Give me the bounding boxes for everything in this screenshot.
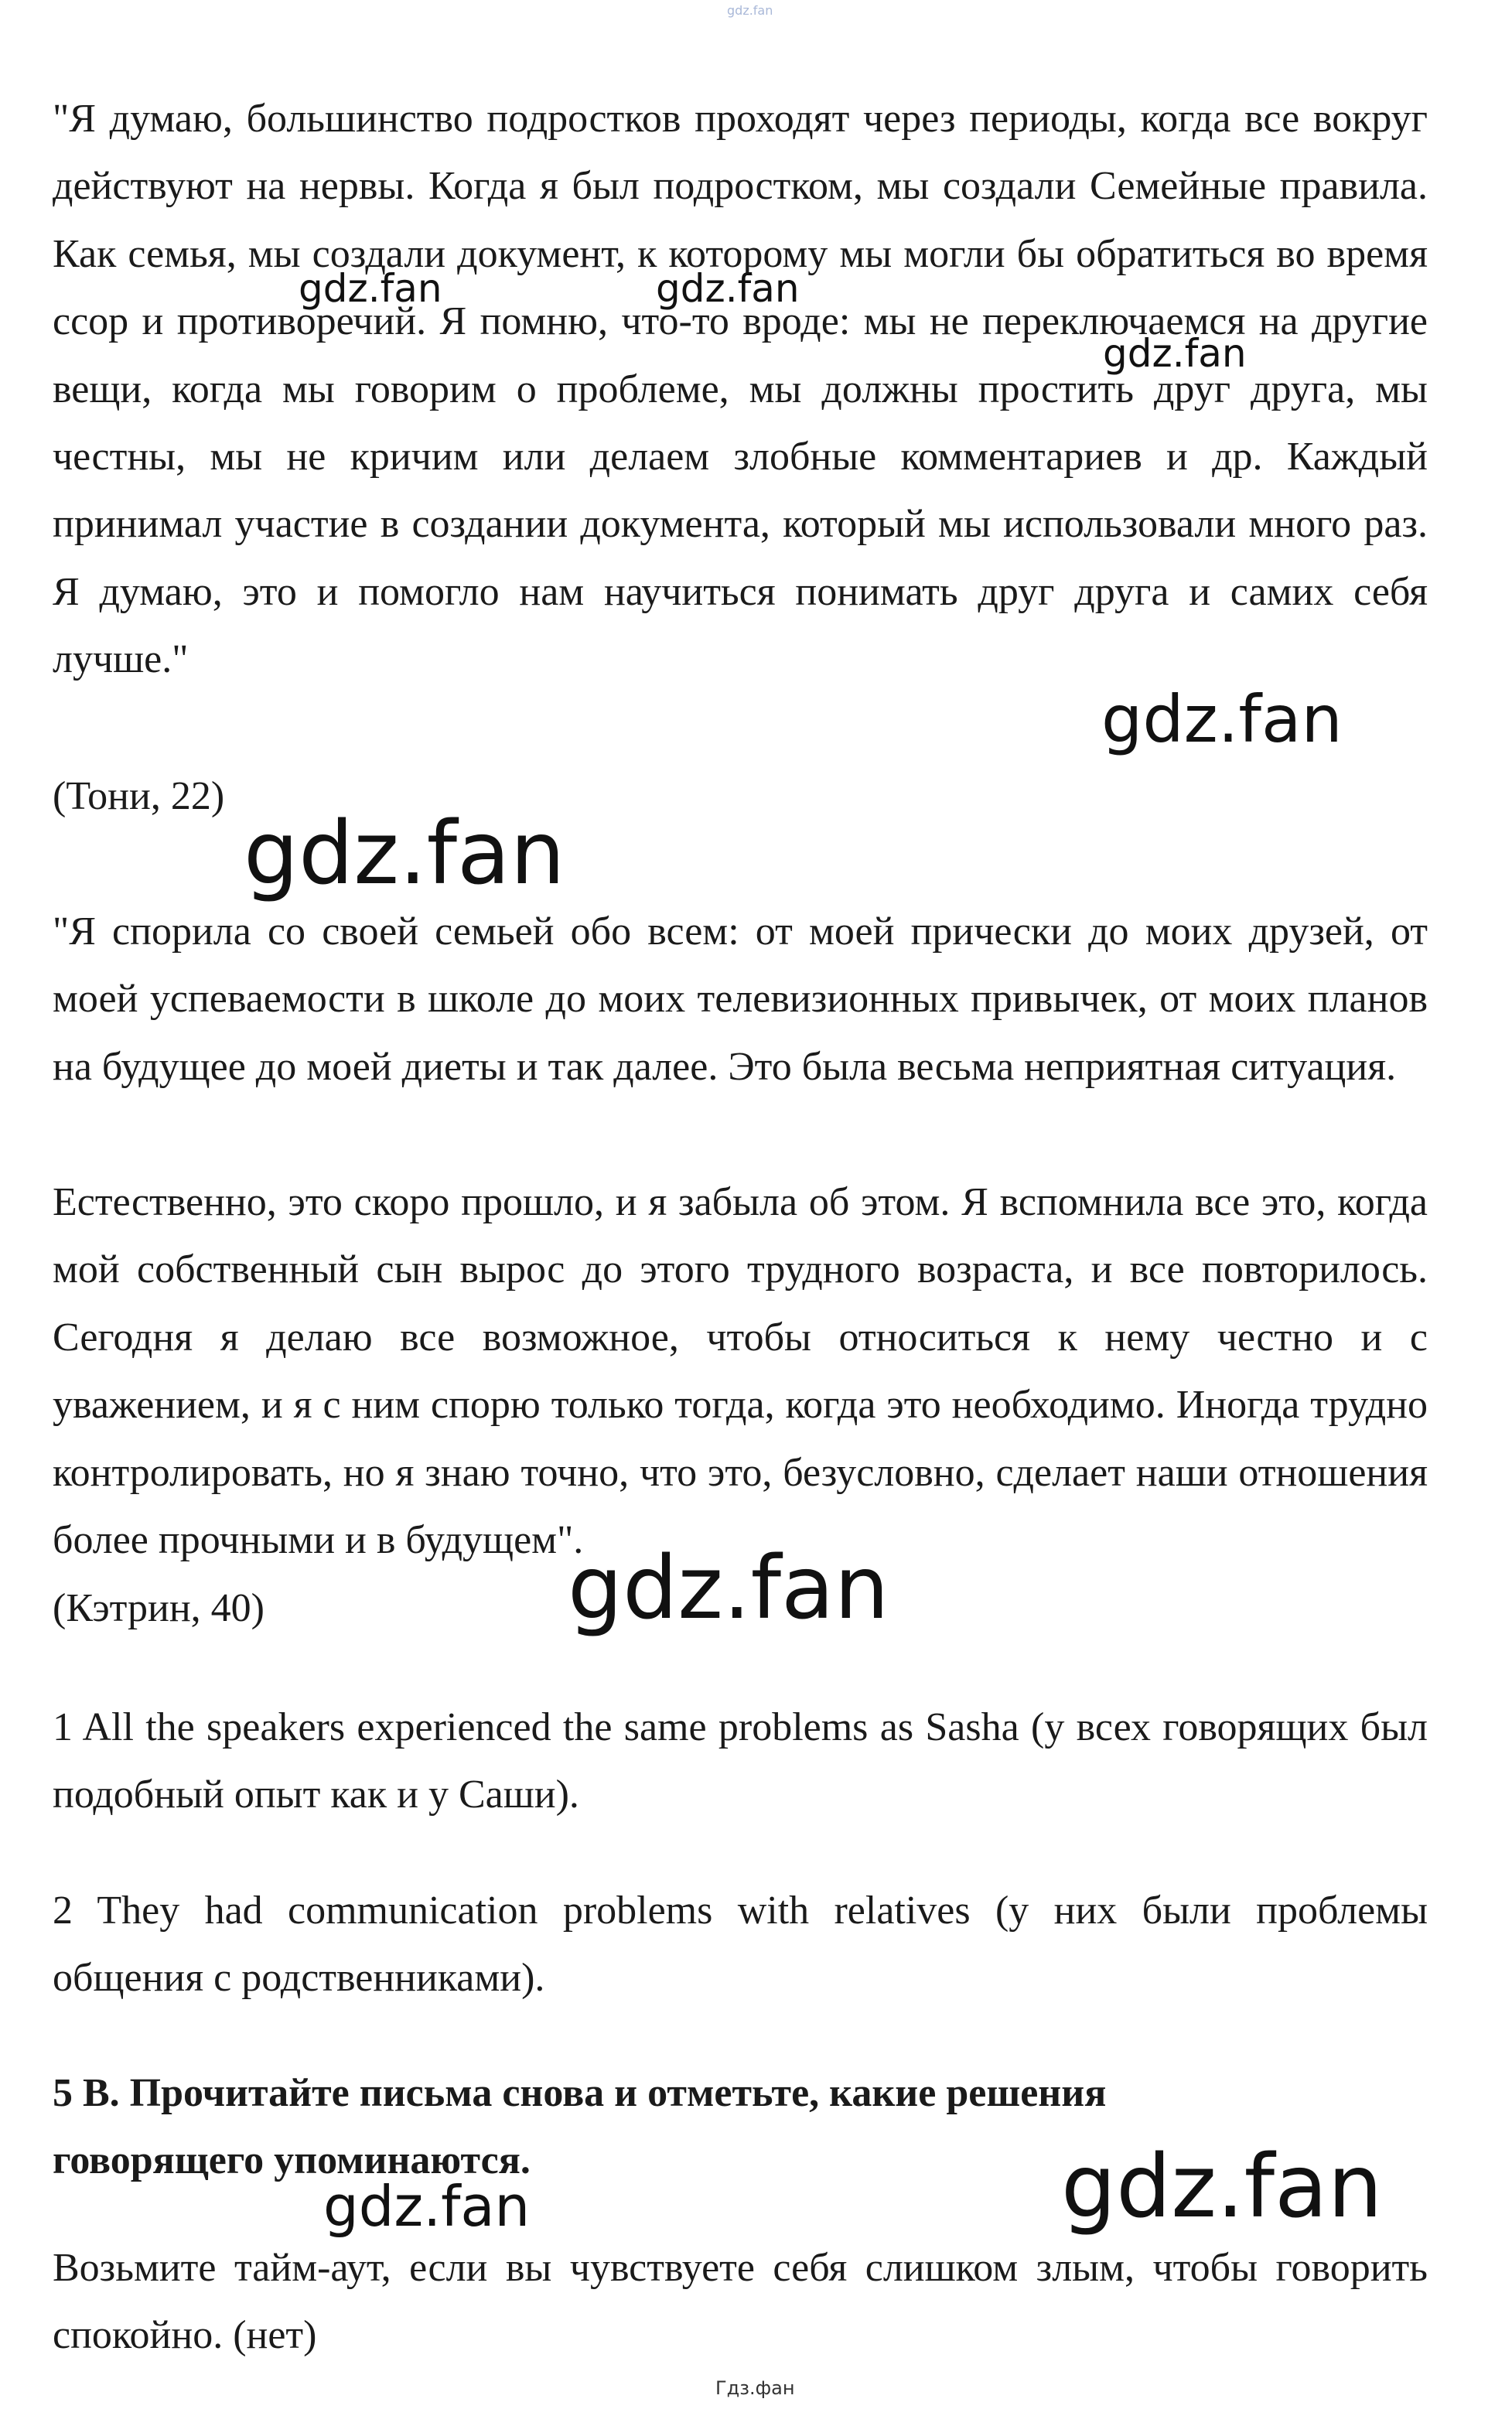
katrin-quote-part-1: "Я спорила со своей семьей обо всем: от моей прически до моих друзей, от моей успеваемости в школе до моих телевизионных привычек, от моих планов на будущее до моей диеты и так далее. Это была весьма неприятная ситуация.	[53, 909, 1428, 1089]
watermark: gdz.fan	[656, 266, 800, 311]
footer-watermark: Гдз.фан	[715, 2377, 795, 2399]
toni-quote: "Я думаю, большинство подростков проходят через периоды, когда все вокруг действуют на нервы. Когда я был подростком, мы создали Семейные правила. Как семья, мы создали документ, к которому мы могли бы обратиться во время ссор и противоречий. Я помню, что-то вроде: мы не переключаемся на другие вещи, когда мы говорим о проблеме, мы должны простить друг друга, мы честны, мы не кричим или делаем злобные комментариев и др. Каждый принимал участие в создании документа, который мы использовали много раз. Я думаю, это и помогло нам научиться понимать друг друга и самих себя лучше."	[53, 97, 1428, 682]
task-heading: 5 B. Прочитайте письма снова и отметьте, какие решения говорящего упоминаются.	[53, 2071, 1107, 2182]
toni-signature: (Тони, 22)	[53, 774, 225, 818]
watermark: gdz.fan	[1103, 331, 1247, 376]
watermark: gdz.fan	[568, 1538, 889, 1639]
header-watermark: gdz.fan	[727, 3, 773, 18]
answer-1: 1 All the speakers experienced the same problems as Sasha (у всех говорящих был подобный опыт как и у Саши).	[53, 1705, 1428, 1817]
answer-2: 2 They had communication problems with relatives (у них были проблемы общения с родственниками).	[53, 1889, 1428, 2001]
watermark: gdz.fan	[1061, 2137, 1383, 2237]
katrin-quote-part-2: Естественно, это скоро прошло, и я забыла об этом. Я вспомнила все это, когда мой собственный сын вырос до этого трудного возраста, и все повторилось. Сегодня я делаю все возможное, чтобы относиться к нему честно и с уважением, и я с ним спорю только тогда, когда это необходимо. Иногда трудно контролировать, но я знаю точно, что это, безусловно, сделает наши отношения более прочными и в будущем".	[53, 1180, 1428, 1563]
watermark: gdz.fan	[1101, 681, 1343, 757]
katrin-signature: (Кэтрин, 40)	[53, 1586, 265, 1630]
watermark: gdz.fan	[323, 2174, 531, 2239]
watermark: gdz.fan	[244, 804, 565, 904]
solution-1: Возьмите тайм-аут, если вы чувствуете себя слишком злым, чтобы говорить спокойно. (нет)	[53, 2246, 1428, 2358]
watermark: gdz.fan	[299, 266, 442, 311]
